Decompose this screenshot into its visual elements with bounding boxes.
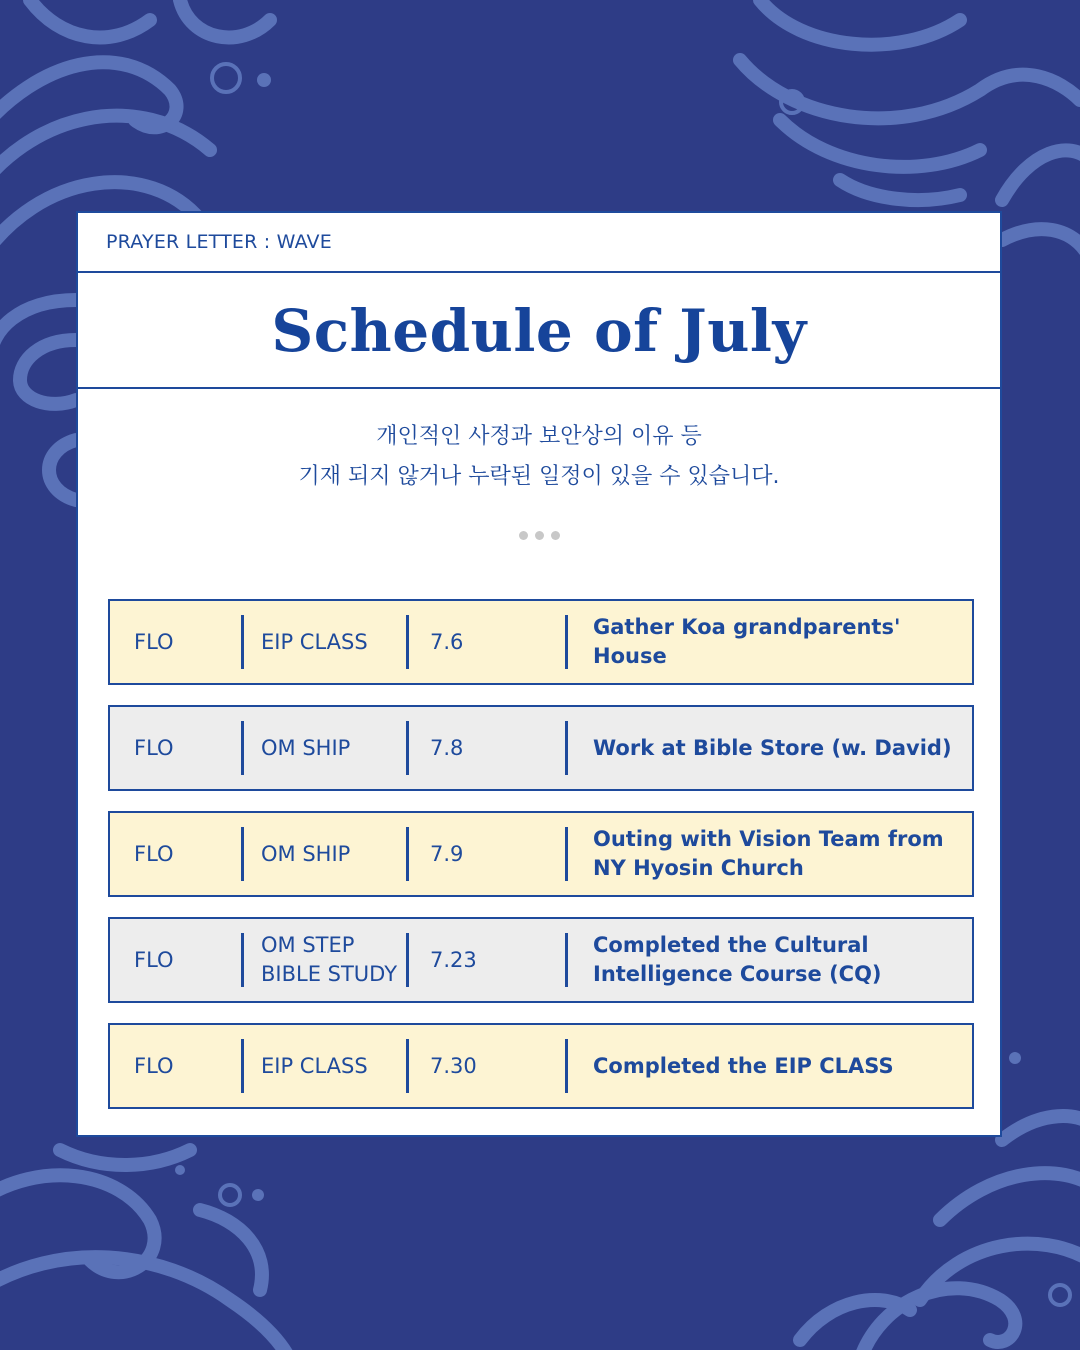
row-date: 7.30 (430, 1053, 477, 1078)
row-who: FLO (134, 735, 174, 760)
column-divider (406, 721, 409, 775)
title-band (78, 273, 1000, 389)
dot-icon (519, 531, 528, 540)
card-header (78, 213, 1000, 273)
row-category: EIP CLASS (261, 1053, 368, 1078)
notice-line-2: 기재 되지 않거나 누락된 일정이 있을 수 있습니다. (298, 464, 780, 489)
row-who: FLO (134, 629, 174, 654)
column-divider (406, 827, 409, 881)
ellipsis-dots-icon (78, 531, 1000, 540)
row-event: Gather Koa grandparents' House (593, 615, 901, 668)
row-date: 7.6 (430, 629, 464, 654)
row-event: Work at Bible Store (w. David) (593, 735, 952, 760)
column-divider (241, 1039, 244, 1093)
schedule-table (108, 599, 974, 1129)
dot-icon (535, 531, 544, 540)
schedule-row (108, 705, 974, 791)
schedule-row (108, 917, 974, 1003)
schedule-row (108, 599, 974, 685)
row-category: OM SHIP (261, 841, 351, 866)
row-category: OM STEP BIBLE STUDY (261, 933, 398, 986)
row-who: FLO (134, 1053, 174, 1078)
row-date: 7.23 (430, 947, 477, 972)
header-label: PRAYER LETTER : WAVE (106, 231, 332, 253)
column-divider (241, 615, 244, 669)
column-divider (406, 615, 409, 669)
row-who: FLO (134, 947, 174, 972)
column-divider (565, 1039, 568, 1093)
schedule-card (76, 211, 1002, 1137)
column-divider (565, 721, 568, 775)
row-category: OM SHIP (261, 735, 351, 760)
column-divider (241, 721, 244, 775)
column-divider (241, 827, 244, 881)
dot-icon (551, 531, 560, 540)
column-divider (565, 827, 568, 881)
row-category: EIP CLASS (261, 629, 368, 654)
page-title: Schedule of July (271, 297, 807, 365)
row-who: FLO (134, 841, 174, 866)
row-event: Outing with Vision Team from NY Hyosin Church (593, 827, 944, 880)
column-divider (565, 933, 568, 987)
row-date: 7.9 (430, 841, 464, 866)
row-event: Completed the Cultural Intelligence Course (CQ) (593, 933, 882, 986)
column-divider (406, 933, 409, 987)
column-divider (406, 1039, 409, 1093)
notice-line-1: 개인적인 사정과 보안상의 이유 등 (376, 424, 702, 449)
schedule-row (108, 1023, 974, 1109)
row-event: Completed the EIP CLASS (593, 1053, 894, 1078)
notice-text (78, 417, 1000, 497)
column-divider (565, 615, 568, 669)
schedule-row (108, 811, 974, 897)
row-date: 7.8 (430, 735, 464, 760)
column-divider (241, 933, 244, 987)
